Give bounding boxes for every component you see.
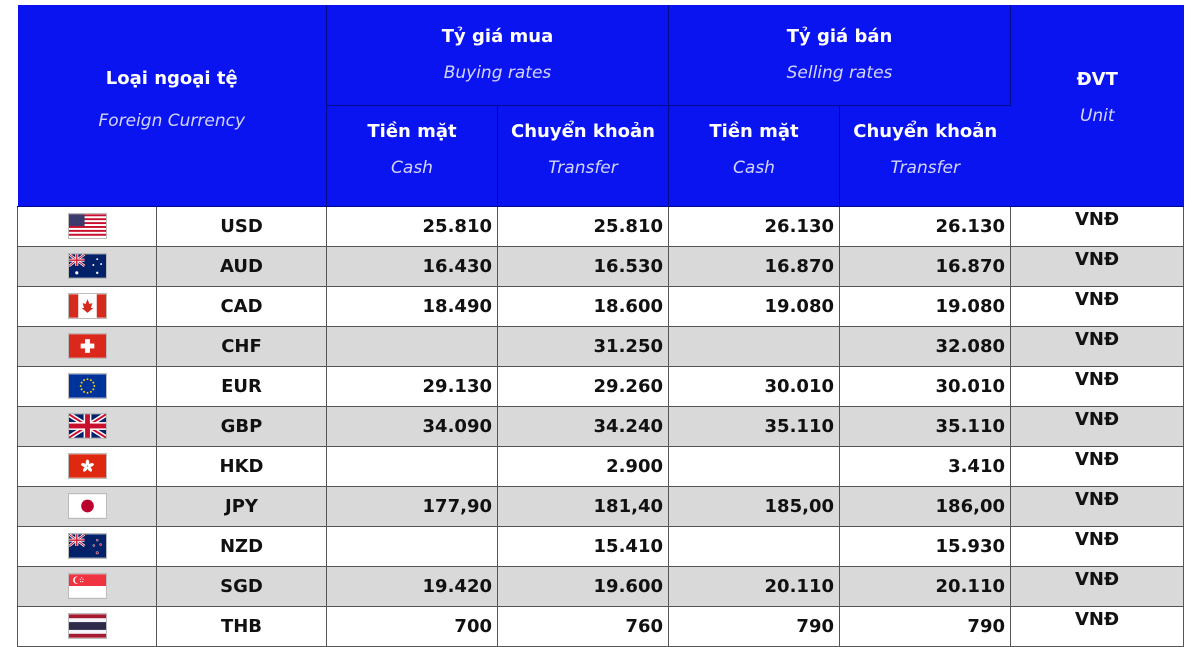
table-row [18, 286, 1184, 326]
buy-transfer-value: 181,40 [498, 486, 669, 526]
sell-transfer-value: 30.010 [840, 366, 1011, 406]
sell-transfer-value: 19.080 [840, 286, 1011, 326]
buy-transfer-header-en: Transfer [548, 157, 618, 178]
buy-transfer-value: 2.900 [498, 446, 669, 486]
sell-cash-value [669, 526, 840, 566]
table-row [18, 606, 1184, 646]
currency-header-en: Foreign Currency [98, 111, 246, 131]
buy-cash-value [327, 326, 498, 366]
sell-transfer-value: 790 [840, 606, 1011, 646]
unit-value: VNĐ [1011, 566, 1184, 606]
currency-code: JPY [157, 486, 327, 526]
buy-cash-value: 16.430 [327, 246, 498, 286]
buy-cash-header [327, 105, 498, 206]
unit-value: VNĐ [1011, 606, 1184, 646]
unit-header-vi: ĐVT [1076, 69, 1118, 90]
sg-flag-icon [68, 573, 107, 599]
sell-transfer-value: 32.080 [840, 326, 1011, 366]
table-row [18, 566, 1184, 606]
buy-transfer-header-vi: Chuyển khoản [511, 120, 655, 142]
selling-rates-header [669, 5, 1011, 105]
sell-cash-value: 30.010 [669, 366, 840, 406]
sell-cash-value: 35.110 [669, 406, 840, 446]
buy-cash-value: 700 [327, 606, 498, 646]
sell-transfer-value: 186,00 [840, 486, 1011, 526]
buy-transfer-value: 25.810 [498, 206, 669, 246]
selling-header-vi: Tỷ giá bán [786, 25, 893, 47]
th-flag-icon [68, 613, 107, 639]
currency-code: THB [157, 606, 327, 646]
exchange-rate-table [17, 5, 1184, 647]
unit-value: VNĐ [1011, 526, 1184, 566]
hk-flag-icon [68, 453, 107, 479]
buy-cash-value [327, 446, 498, 486]
unit-value: VNĐ [1011, 446, 1184, 486]
currency-code: CAD [157, 286, 327, 326]
unit-value: VNĐ [1011, 366, 1184, 406]
eu-flag-icon [68, 373, 107, 399]
unit-value: VNĐ [1011, 326, 1184, 366]
unit-value: VNĐ [1011, 206, 1184, 246]
sell-transfer-value: 15.930 [840, 526, 1011, 566]
sell-transfer-header-vi: Chuyển khoản [853, 120, 998, 142]
buy-cash-value: 34.090 [327, 406, 498, 446]
currency-header-vi: Loại ngoại tệ [105, 68, 238, 89]
sell-cash-value [669, 326, 840, 366]
currency-code: USD [157, 206, 327, 246]
buy-transfer-header [498, 105, 669, 206]
buy-cash-value: 29.130 [327, 366, 498, 406]
currency-code: EUR [157, 366, 327, 406]
buying-rates-header [327, 5, 669, 105]
buy-transfer-value: 18.600 [498, 286, 669, 326]
sell-transfer-value: 3.410 [840, 446, 1011, 486]
ch-flag-icon [68, 333, 107, 359]
buy-cash-value: 25.810 [327, 206, 498, 246]
currency-header [18, 5, 327, 206]
buy-transfer-value: 15.410 [498, 526, 669, 566]
sell-cash-value: 185,00 [669, 486, 840, 526]
sell-cash-value: 16.870 [669, 246, 840, 286]
currency-code: HKD [157, 446, 327, 486]
nz-flag-icon [68, 533, 107, 559]
sell-cash-header-vi: Tiền mặt [709, 120, 799, 142]
sell-transfer-value: 26.130 [840, 206, 1011, 246]
jp-flag-icon [68, 493, 107, 519]
sell-cash-value: 19.080 [669, 286, 840, 326]
buying-header-en: Buying rates [443, 62, 552, 83]
sell-transfer-value: 35.110 [840, 406, 1011, 446]
table-row [18, 206, 1184, 246]
unit-value: VNĐ [1011, 246, 1184, 286]
unit-value: VNĐ [1011, 406, 1184, 446]
buy-transfer-value: 19.600 [498, 566, 669, 606]
table-row [18, 246, 1184, 286]
sell-transfer-value: 20.110 [840, 566, 1011, 606]
currency-code: SGD [157, 566, 327, 606]
table-row [18, 326, 1184, 366]
buy-transfer-value: 31.250 [498, 326, 669, 366]
table-row [18, 406, 1184, 446]
buy-cash-value: 18.490 [327, 286, 498, 326]
ca-flag-icon [68, 293, 107, 319]
rate-rows [18, 206, 1184, 646]
us-flag-icon [68, 213, 107, 239]
buy-cash-value [327, 526, 498, 566]
table-row [18, 446, 1184, 486]
sell-cash-value [669, 446, 840, 486]
sell-cash-value: 26.130 [669, 206, 840, 246]
sell-transfer-value: 16.870 [840, 246, 1011, 286]
table-row [18, 366, 1184, 406]
table-row [18, 486, 1184, 526]
sell-cash-value: 20.110 [669, 566, 840, 606]
unit-value: VNĐ [1011, 286, 1184, 326]
buying-header-vi: Tỷ giá mua [441, 25, 554, 47]
currency-code: AUD [157, 246, 327, 286]
sell-cash-value: 790 [669, 606, 840, 646]
selling-header-en: Selling rates [786, 62, 893, 83]
unit-header [1011, 5, 1184, 206]
currency-code: GBP [157, 406, 327, 446]
buy-cash-value: 177,90 [327, 486, 498, 526]
sell-cash-header [669, 105, 840, 206]
buy-transfer-value: 16.530 [498, 246, 669, 286]
buy-transfer-value: 29.260 [498, 366, 669, 406]
buy-transfer-value: 760 [498, 606, 669, 646]
buy-transfer-value: 34.240 [498, 406, 669, 446]
sell-transfer-header-en: Transfer [890, 157, 961, 178]
unit-value: VNĐ [1011, 486, 1184, 526]
gb-flag-icon [68, 413, 107, 439]
buy-cash-header-vi: Tiền mặt [367, 120, 457, 142]
buy-cash-value: 19.420 [327, 566, 498, 606]
currency-code: CHF [157, 326, 327, 366]
unit-header-en: Unit [1079, 106, 1115, 126]
sell-cash-header-en: Cash [733, 157, 775, 178]
buy-cash-header-en: Cash [391, 157, 433, 178]
table-row [18, 526, 1184, 566]
currency-code: NZD [157, 526, 327, 566]
sell-transfer-header [840, 105, 1011, 206]
au-flag-icon [68, 253, 107, 279]
